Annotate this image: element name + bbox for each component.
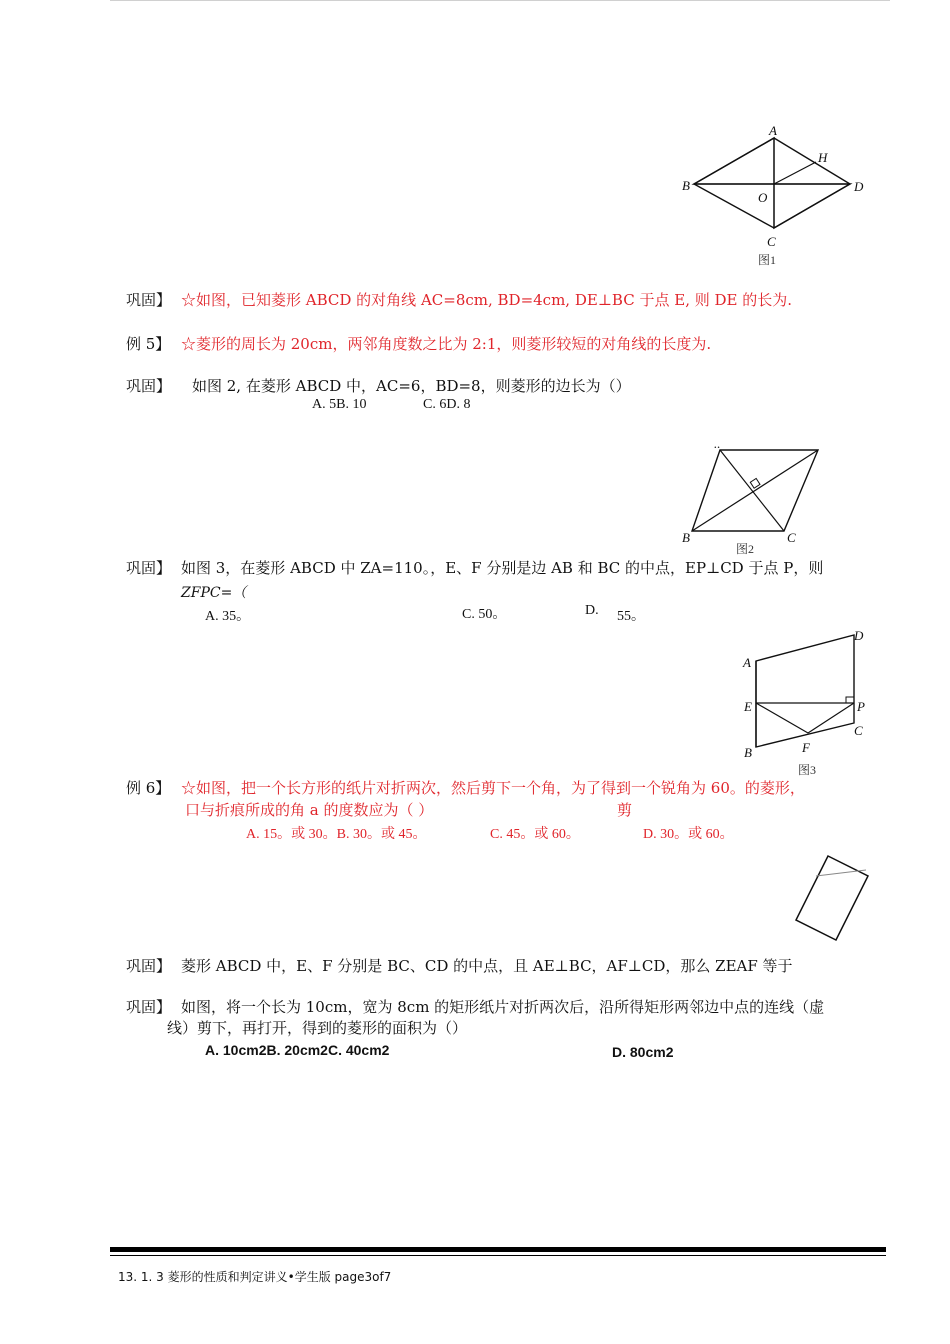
item5-tag: 例 6】 [126, 779, 171, 797]
fig3-label-f: F [802, 740, 810, 755]
fig1-label-b: B [682, 178, 690, 193]
fig1-label-a: A [769, 123, 777, 138]
fig1-label-c: C [767, 234, 776, 249]
item5-option-d: D. 30。或 60。 [643, 827, 734, 842]
fig3-label-d: D [854, 628, 864, 643]
fig1-label-h: H [818, 150, 828, 165]
item1-text: ☆如图，已知菱形 ABCD 的对角线 AC=8cm, BD=4cm, DE⊥BC 于点 E, 则 DE 的长为. [181, 291, 793, 309]
fig3-label-c: C [854, 723, 863, 738]
item2-text: ☆菱形的周长为 20cm，两邻角度数之比为 2:1，则菱形较短的对角线的长度为. [181, 335, 712, 353]
fig2-label-c: C [787, 530, 796, 545]
item5-option-a: A. 15。或 30。B. 30。或 45。 [246, 827, 427, 842]
item4-option-c: C. 50。 [462, 607, 507, 622]
item3-text: 如图 2, 在菱形 ABCD 中，AC=6，BD=8，则菱形的边长为（） [192, 377, 631, 395]
item4-text2: ZFPC=（ [181, 585, 247, 601]
item4-tag: 巩固】 [126, 559, 172, 577]
fig1-caption: 图1 [758, 253, 777, 267]
item6-text: 菱形 ABCD 中，E、F 分别是 BC、CD 的中点，且 AE⊥BC，AF⊥CD，那么 ZEAF 等于 [181, 957, 793, 975]
item5-option-c: C. 45。或 60。 [490, 827, 580, 842]
fig3-caption: 图3 [798, 763, 817, 777]
item3-tag: 巩固】 [126, 377, 172, 395]
fig2-label-a-partial: .. [714, 436, 721, 451]
figure-4 [790, 850, 880, 950]
fig3-label-a: A [743, 655, 751, 670]
top-rule [110, 0, 890, 1]
item4-option-d-value: 55。 [617, 609, 645, 624]
item1-tag: 巩固】 [126, 291, 172, 309]
item7-options-abc: A. 10cm2B. 20cm2C. 40cm2 [205, 1042, 390, 1058]
item5-text2b: 剪 [617, 801, 633, 819]
item2-tag: 例 5】 [126, 335, 171, 353]
item4-text: 如图 3，在菱形 ABCD 中 ZA=110。，E、F 分别是边 AB 和 BC 的中点，EP⊥CD 于点 P，则 [181, 559, 824, 577]
fig2-caption: 图2 [736, 542, 755, 556]
item3-options-ab: A. 5B. 10 [312, 397, 367, 412]
fig1-label-d: D [854, 179, 864, 194]
item4-option-d-label: D. [585, 603, 599, 618]
item7-tag: 巩固】 [126, 998, 172, 1016]
fig2-label-b: B [682, 530, 690, 545]
fig3-label-p: P [857, 699, 865, 714]
item6-tag: 巩固】 [126, 957, 172, 975]
footer-text: 13. 1. 3 菱形的性质和判定讲义•学生版 page3of7 [118, 1270, 392, 1284]
figure-3 [738, 625, 873, 780]
fig3-label-b: B [744, 745, 752, 760]
footer-rule-thick [110, 1247, 886, 1252]
footer-rule-thin [110, 1255, 886, 1256]
figure-2 [680, 436, 830, 560]
item3-options-cd: C. 6D. 8 [423, 397, 471, 412]
item5-text2: 口与折痕所成的角 a 的度数应为（ ） [185, 801, 434, 819]
fig1-label-o: O [758, 190, 768, 205]
item7-text: 如图，将一个长为 10cm，宽为 8cm 的矩形纸片对折两次后，沿所得矩形两邻边中点的连线（虚 [181, 998, 825, 1016]
figure-1 [670, 120, 870, 270]
fig3-label-e: E [744, 699, 752, 714]
item4-option-a: A. 35。 [205, 609, 251, 624]
item5-text: ☆如图，把一个长方形的纸片对折两次，然后剪下一个角，为了得到一个锐角为 60。的菱形， [181, 779, 805, 797]
item7-option-d: D. 80cm2 [612, 1044, 674, 1060]
item7-text2: 线）剪下，再打开，得到的菱形的面积为（） [167, 1019, 468, 1037]
